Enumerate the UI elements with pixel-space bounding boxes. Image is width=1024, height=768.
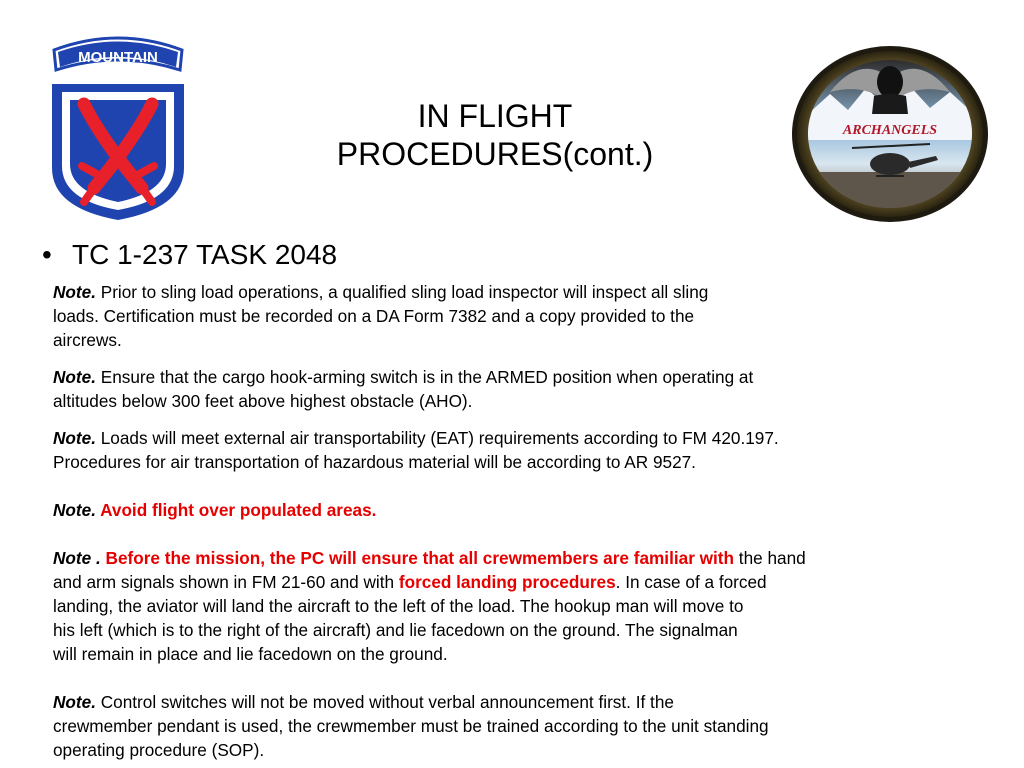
note-populated-areas <box>53 498 953 522</box>
note-control-switches: Note. Control switches will not be moved without verbal announcement first. If the crewmember pendant is used, the crewmember must be trained according to the unit standing operating procedure (SOP). <box>53 692 769 760</box>
mountain-division-patch-logo <box>40 20 196 225</box>
notes-body <box>53 280 953 762</box>
archangels-emblem-logo <box>790 44 990 224</box>
task-bullet <box>42 238 337 272</box>
note-label: Note. <box>53 500 96 520</box>
title-line-1: IN FLIGHT <box>417 98 573 134</box>
warning-text: Avoid flight over populated areas. <box>95 500 377 520</box>
warning-text: Before the mission, the PC will ensure that all crewmembers are familiar with <box>100 548 735 568</box>
slide-title <box>260 97 730 173</box>
note-sling-inspection: Note. Prior to sling load operations, a qualified sling load inspector will inspect all sling loads. Certification must be recorded on a DA Form 7382 and a copy provided to the aircrews. <box>53 282 709 350</box>
task-heading: TC 1-237 TASK 2048 <box>72 239 338 270</box>
bullet-marker: • <box>42 239 52 270</box>
note-hand-signals: Note . Before the mission, the PC will ensure that all crewmembers are familiar with the hand and arm signals shown in FM 21-60 and with forced landing procedures. In case of a forced landing, the aviator will land the aircraft to the left of the load. The hookup man will move to his left (which is to the right of the aircraft) and lie facedown on the ground. The signalman will remain in place and lie facedown on the ground. <box>53 548 806 664</box>
svg-text:ARCHANGELS: ARCHANGELS <box>842 123 938 138</box>
note-label: Note . <box>53 548 101 568</box>
warning-text: forced landing procedures <box>398 572 616 592</box>
svg-text:MOUNTAIN: MOUNTAIN <box>78 49 158 66</box>
title-line-2: PROCEDURES(cont.) <box>336 136 654 172</box>
mountain-tab <box>54 38 182 70</box>
note-label: Note. <box>53 282 96 302</box>
note-eat-requirements: Note. Loads will meet external air transportability (EAT) requirements according to FM 420.197. Procedures for air transportation of hazardous material will be according to AR 9527. <box>53 428 779 472</box>
note-label: Note. <box>53 692 96 712</box>
note-cargo-hook: Note. Ensure that the cargo hook-arming switch is in the ARMED position when operating at altitudes below 300 feet above highest obstacle (AHO). <box>53 367 754 411</box>
note-label: Note. <box>53 428 96 448</box>
note-label: Note. <box>53 367 96 387</box>
